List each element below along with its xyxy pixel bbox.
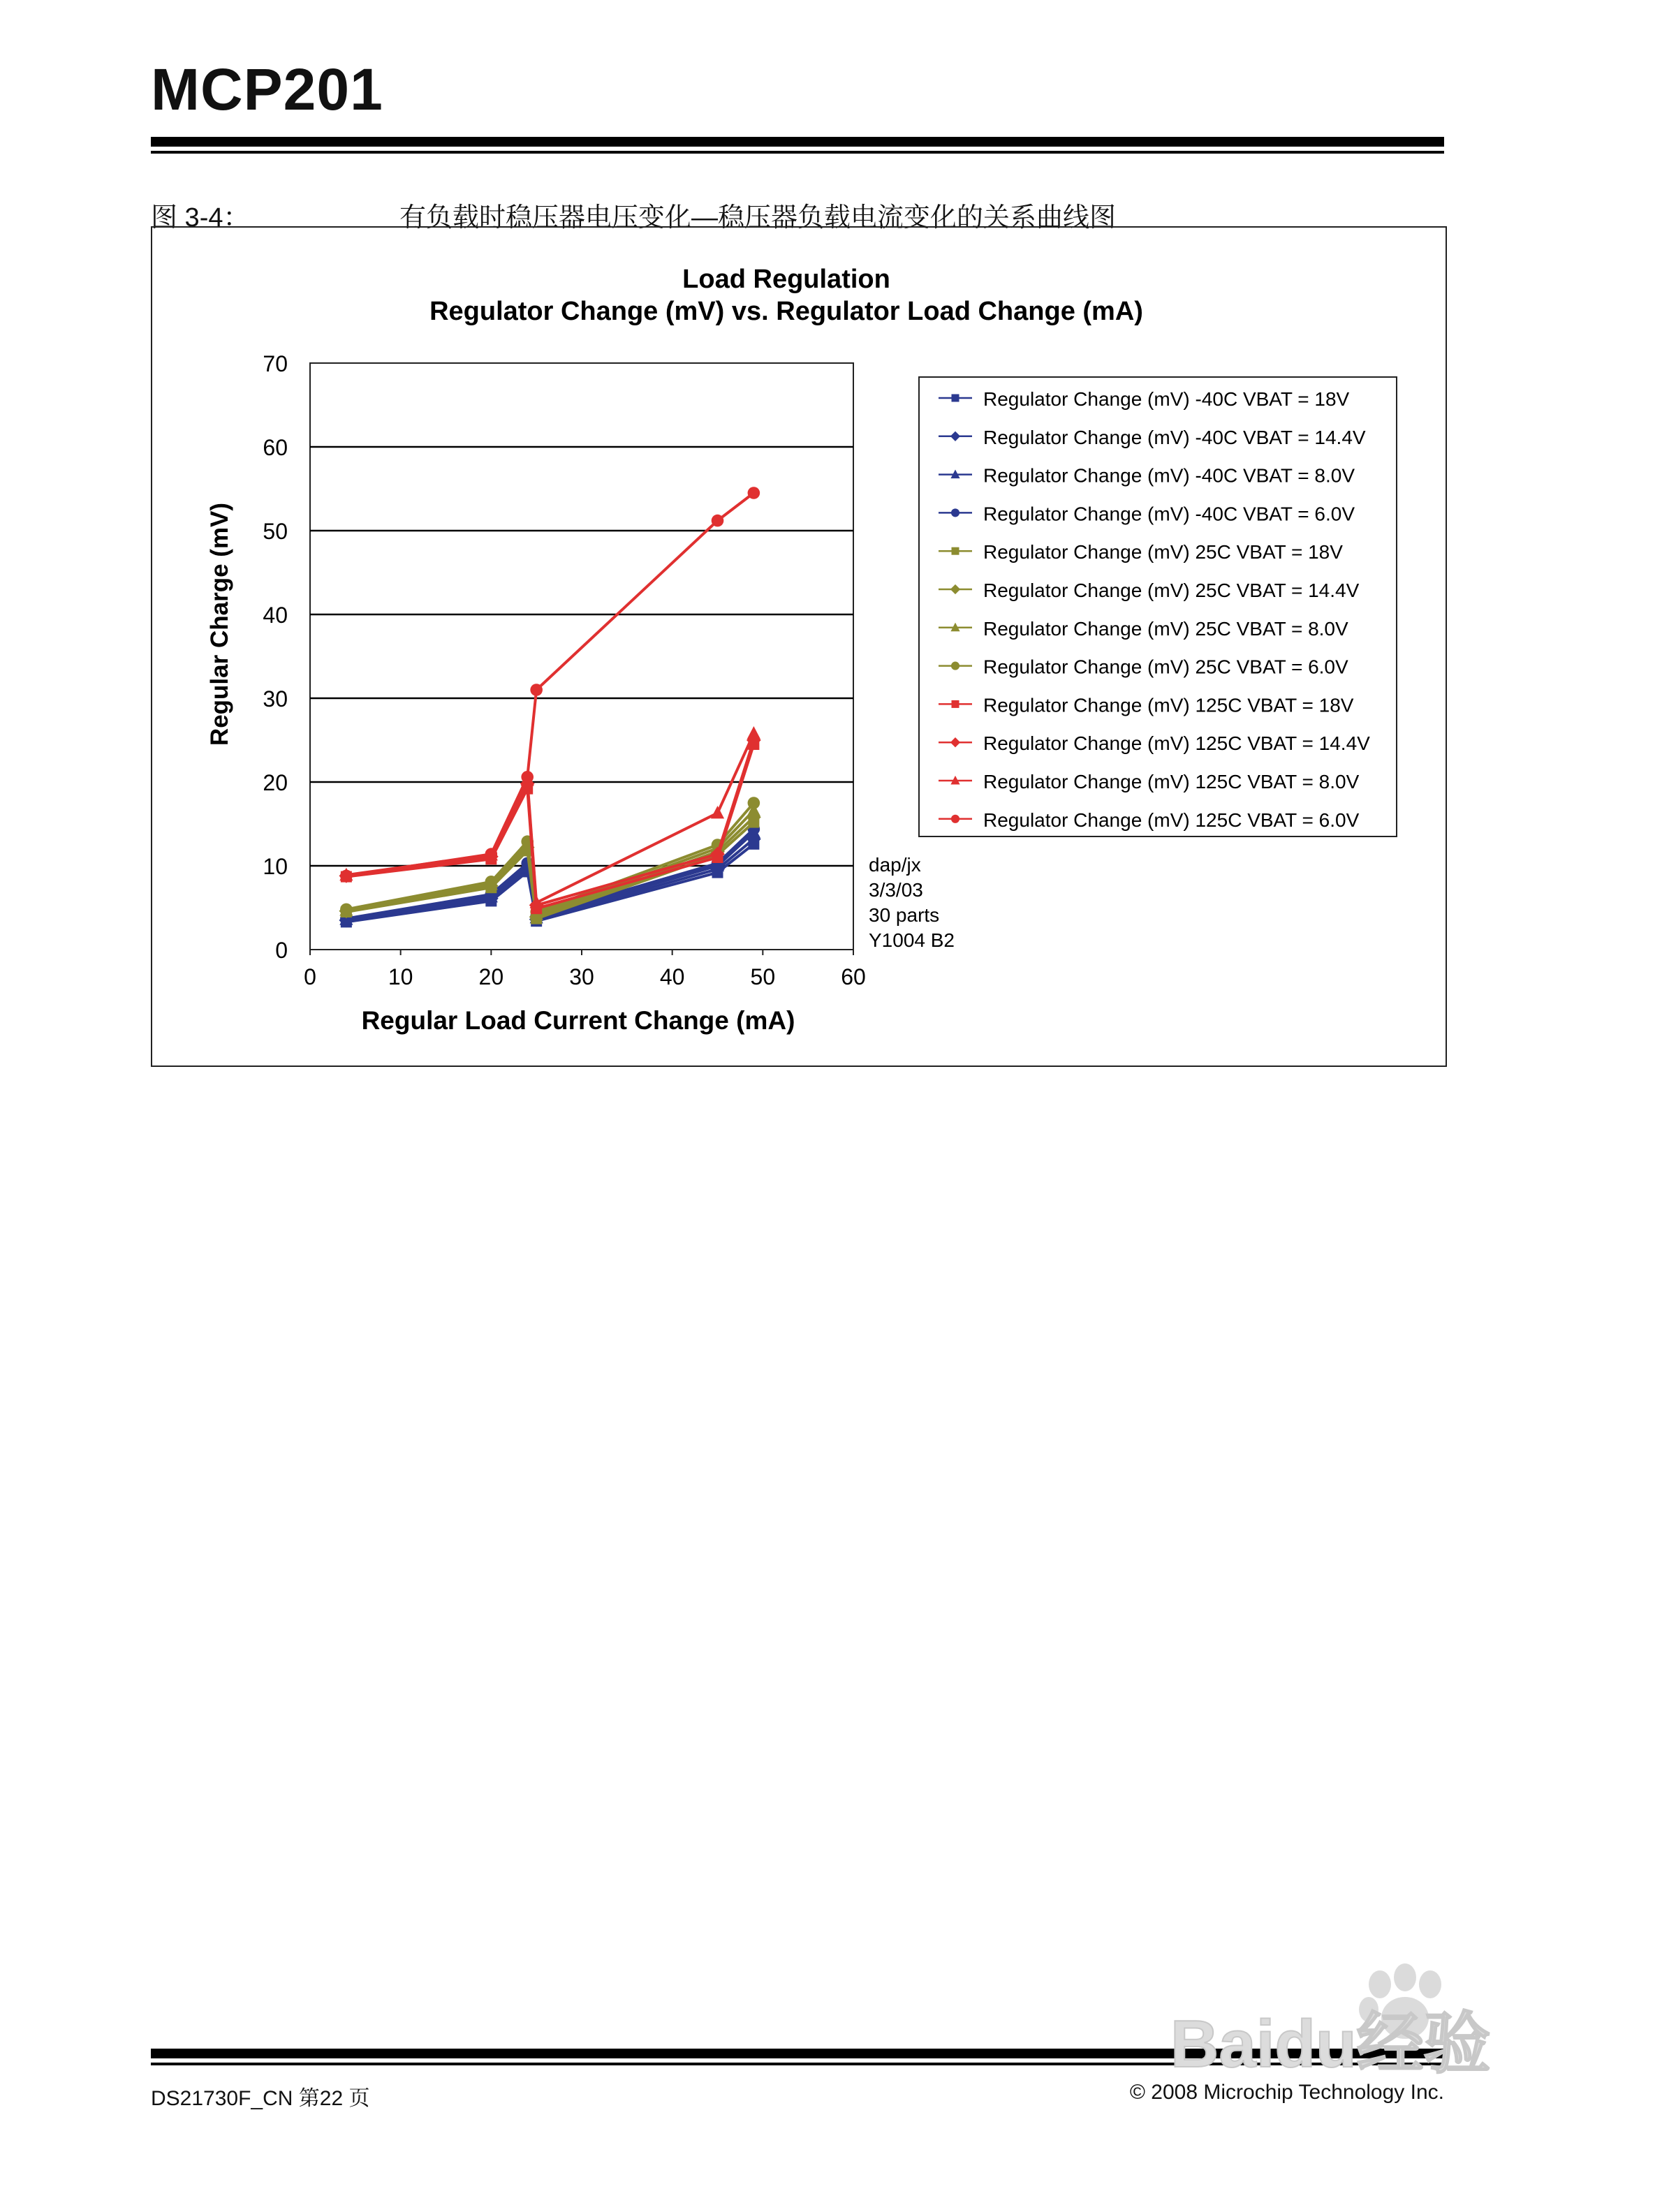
- legend-entry: [939, 618, 1348, 640]
- y-tick-label: 20: [263, 770, 288, 795]
- legend-label: Regulator Change (mV) 125C VBAT = 18V: [983, 694, 1354, 716]
- legend-marker: [951, 508, 959, 517]
- chart-subtitle: Regulator Change (mV) vs. Regulator Load Change (mA): [429, 297, 1143, 326]
- legend-label: Regulator Change (mV) -40C VBAT = 6.0V: [983, 503, 1355, 525]
- legend-entry: [939, 388, 1350, 410]
- watermark-text: Baidu经验: [1170, 2007, 1491, 2081]
- legend-entry: [939, 694, 1354, 716]
- data-point: [485, 876, 498, 888]
- legend-label: Regulator Change (mV) 125C VBAT = 14.4V: [983, 732, 1370, 755]
- y-tick-label: 50: [263, 519, 288, 544]
- legend-label: Regulator Change (mV) -40C VBAT = 18V: [983, 388, 1350, 410]
- data-point: [748, 487, 760, 499]
- legend-label: Regulator Change (mV) 25C VBAT = 8.0V: [983, 617, 1348, 640]
- legend-marker: [952, 547, 959, 555]
- y-tick-label: 40: [263, 603, 288, 628]
- chart-frame: [151, 226, 1447, 1067]
- legend-marker: [951, 662, 959, 670]
- legend-entry: [939, 541, 1343, 563]
- data-point: [712, 515, 724, 527]
- data-point: [521, 771, 534, 783]
- legend-entry: [939, 427, 1366, 448]
- legend-marker: [952, 700, 959, 708]
- legend-entry: [939, 580, 1360, 601]
- footer-copyright: © 2008 Microchip Technology Inc.: [1129, 2081, 1444, 2104]
- y-tick-label: 60: [263, 435, 288, 460]
- y-axis-label: Regular Charge (mV): [206, 502, 233, 746]
- legend-label: Regulator Change (mV) 25C VBAT = 14.4V: [983, 580, 1360, 601]
- annotation-line: 30 parts: [869, 904, 940, 926]
- legend-label: Regulator Change (mV) 125C VBAT = 6.0V: [983, 809, 1360, 831]
- data-point: [748, 797, 760, 809]
- data-point: [530, 684, 543, 696]
- legend-marker: [951, 815, 959, 823]
- x-tick-label: 60: [841, 964, 866, 989]
- legend-label: Regulator Change (mV) 25C VBAT = 6.0V: [983, 656, 1348, 678]
- document-title: MCP201: [151, 57, 383, 122]
- header-rule-thick: [151, 137, 1444, 147]
- y-tick-label: 0: [275, 938, 288, 963]
- x-axis-label: Regular Load Current Change (mA): [361, 1006, 795, 1035]
- x-tick-label: 0: [304, 964, 316, 989]
- x-tick-label: 30: [569, 964, 594, 989]
- y-tick-label: 70: [263, 351, 288, 376]
- figure-label: 图 3-4：: [151, 203, 250, 233]
- header-rule-thin: [151, 151, 1444, 154]
- legend-entry: [939, 771, 1360, 792]
- plot-area: [310, 363, 853, 950]
- legend-marker: [952, 395, 959, 402]
- legend-label: Regulator Change (mV) 125C VBAT = 8.0V: [983, 771, 1360, 792]
- footer-doc-id: DS21730F_CN 第22 页: [151, 2087, 370, 2110]
- y-tick-label: 10: [263, 854, 288, 879]
- annotation-line: 3/3/03: [869, 879, 923, 901]
- figure-caption: 有负载时稳压器电压变化—稳压器负载电流变化的关系曲线图: [399, 203, 1117, 233]
- data-point: [340, 870, 353, 883]
- x-tick-label: 20: [478, 964, 504, 989]
- annotation-line: Y1004 B2: [869, 929, 955, 951]
- data-point: [485, 848, 498, 860]
- legend-entry: [939, 503, 1355, 524]
- legend-entry: [939, 809, 1360, 831]
- legend-entry: [939, 656, 1348, 678]
- y-tick-label: 30: [263, 686, 288, 711]
- x-tick-label: 50: [750, 964, 776, 989]
- legend-label: Regulator Change (mV) -40C VBAT = 8.0V: [983, 464, 1355, 487]
- x-tick-label: 40: [659, 964, 685, 989]
- legend-entry: [939, 465, 1355, 487]
- chart-title: Load Regulation: [682, 265, 890, 294]
- data-point: [340, 904, 353, 916]
- x-tick-label: 10: [388, 964, 413, 989]
- legend-entry: [939, 732, 1370, 754]
- annotation-line: dap/jx: [869, 854, 921, 876]
- legend-label: Regulator Change (mV) -40C VBAT = 14.4V: [983, 426, 1366, 448]
- legend-label: Regulator Change (mV) 25C VBAT = 18V: [983, 541, 1343, 563]
- load-regulation-chart: [152, 228, 1446, 1066]
- baidu-watermark: [1163, 1948, 1554, 2088]
